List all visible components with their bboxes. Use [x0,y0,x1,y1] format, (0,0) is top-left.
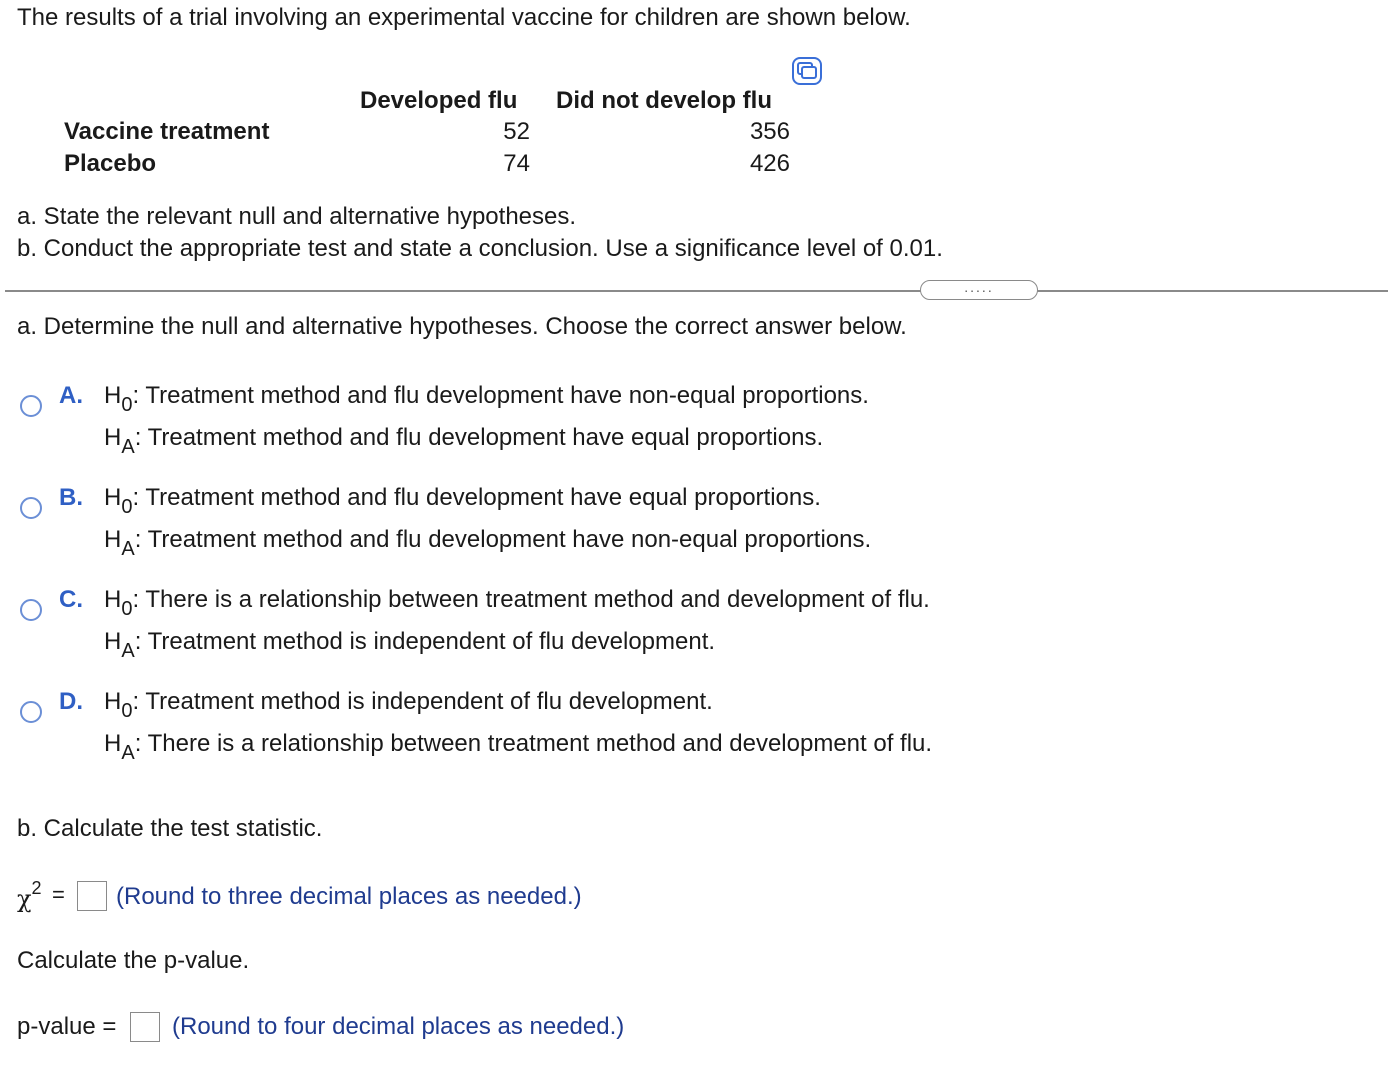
option-b[interactable] [20,484,1120,580]
pvalue-label: p-value = [17,1013,117,1040]
radio-option-d[interactable] [20,701,42,723]
option-letter: C. [59,586,83,613]
pvalue-prompt: Calculate the p-value. [17,947,250,974]
row-label-placebo: Placebo [64,150,157,177]
option-letter: D. [59,688,83,715]
option-d-h0: $H_0$: Treatment method is independent of flu development. [104,688,713,722]
radio-option-b[interactable] [20,497,42,519]
chi-equals: = [52,882,65,907]
option-a-ha: $H_A$: Treatment method and flu development have equal proportions. [104,424,824,458]
problem-intro: The results of a trial involving an experimental vaccine for children are shown below. [17,4,911,31]
expand-dots-button[interactable]: ..... [920,280,1038,300]
radio-option-c[interactable] [20,599,42,621]
option-d[interactable] [20,688,1120,784]
option-c-ha: $H_A$: Treatment method is independent of flu development. [104,628,716,662]
chi-square-input[interactable] [77,881,107,911]
pvalue-input[interactable] [130,1012,160,1042]
option-c[interactable] [20,586,1120,682]
copy-icon [797,62,817,80]
option-letter: A. [59,382,83,409]
option-letter: B. [59,484,83,511]
chi-square-label: $\chi^2$ [17,878,42,913]
col-header-not-developed: Did not develop flu [556,87,772,114]
cell-vaccine-developed: 52 [503,118,530,145]
cell-placebo-developed: 74 [503,150,530,177]
option-a[interactable] [20,382,1120,478]
part-a-prompt: a. Determine the null and alternative hypotheses. Choose the correct answer below. [17,313,907,340]
question-a: a. State the relevant null and alternative hypotheses. [17,203,577,230]
col-header-developed: Developed flu [360,87,518,114]
divider [5,290,1388,292]
option-c-h0: $H_0$: There is a relationship between treatment method and development of flu. [104,586,930,620]
option-a-h0: $H_0$: Treatment method and flu development have non-equal proportions. [104,382,869,416]
pvalue-hint: (Round to four decimal places as needed.) [172,1013,625,1040]
option-b-ha: $H_A$: Treatment method and flu development have non-equal proportions. [104,526,872,560]
cell-placebo-not-developed: 426 [749,150,790,177]
part-b-prompt: b. Calculate the test statistic. [17,815,323,842]
copy-table-button[interactable] [792,57,822,85]
cell-vaccine-not-developed: 356 [749,118,790,145]
question-b: b. Conduct the appropriate test and state a conclusion. Use a significance level of 0.01. [17,235,943,262]
option-d-ha: $H_A$: There is a relationship between treatment method and development of flu. [104,730,933,764]
chi-square-hint: (Round to three decimal places as needed.) [116,883,582,910]
row-label-vaccine: Vaccine treatment [64,118,270,145]
option-b-h0: $H_0$: Treatment method and flu development have equal proportions. [104,484,821,518]
radio-option-a[interactable] [20,395,42,417]
